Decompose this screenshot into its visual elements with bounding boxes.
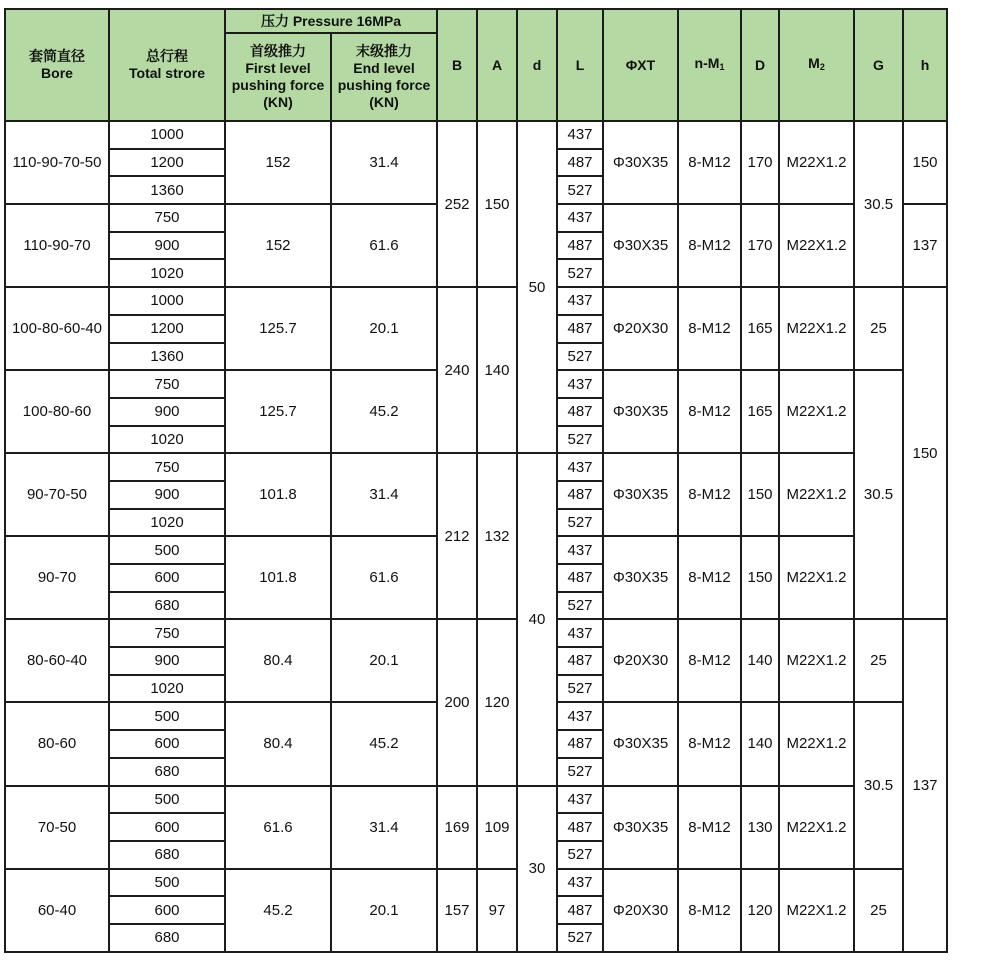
L-cell: 487 (557, 647, 603, 675)
phixt-cell: Φ20X30 (603, 869, 678, 952)
A-cell: 140 (477, 287, 517, 453)
table-row (5, 786, 947, 814)
table-row (5, 619, 947, 647)
header-end-unit: (KN) (369, 94, 399, 110)
header-bore-en: Bore (41, 65, 73, 81)
phixt-cell: Φ30X35 (603, 204, 678, 287)
D-cell: 165 (741, 287, 779, 370)
stroke-cell: 900 (109, 481, 225, 509)
nm-cell: 8-M12 (678, 702, 741, 785)
stroke-cell: 1200 (109, 149, 225, 177)
cylinder-spec-table (4, 8, 948, 953)
L-cell: 527 (557, 259, 603, 287)
end-force-cell: 61.6 (331, 536, 437, 619)
header-end-force (331, 33, 437, 121)
h-cell: 150 (903, 287, 947, 619)
header-first-en1: First level (245, 60, 311, 76)
stroke-cell: 1200 (109, 315, 225, 343)
phixt-cell: Φ30X35 (603, 121, 678, 204)
end-force-cell: 20.1 (331, 287, 437, 370)
table-body (5, 121, 947, 952)
end-force-cell: 31.4 (331, 121, 437, 204)
header-B: B (437, 9, 477, 121)
L-cell: 487 (557, 398, 603, 426)
B-cell: 252 (437, 121, 477, 287)
D-cell: 165 (741, 370, 779, 453)
header-m2 (779, 9, 854, 121)
h-cell: 137 (903, 619, 947, 951)
nm-cell: 8-M12 (678, 453, 741, 536)
header-bore (5, 9, 109, 121)
nm-cell: 8-M12 (678, 121, 741, 204)
L-cell: 527 (557, 176, 603, 204)
stroke-cell: 1000 (109, 287, 225, 315)
L-cell: 487 (557, 315, 603, 343)
G-cell: 25 (854, 287, 903, 370)
bore-cell: 80-60-40 (5, 619, 109, 702)
spec-table-container (4, 8, 948, 953)
D-cell: 130 (741, 786, 779, 869)
phixt-cell: Φ20X30 (603, 287, 678, 370)
first-force-cell: 152 (225, 204, 331, 287)
L-cell: 437 (557, 121, 603, 149)
D-cell: 150 (741, 453, 779, 536)
stroke-cell: 750 (109, 370, 225, 398)
stroke-cell: 1020 (109, 426, 225, 454)
table-row (5, 287, 947, 315)
L-cell: 487 (557, 896, 603, 924)
stroke-cell: 500 (109, 536, 225, 564)
m2-cell: M22X1.2 (779, 370, 854, 453)
m2-cell: M22X1.2 (779, 536, 854, 619)
L-cell: 437 (557, 702, 603, 730)
first-force-cell: 125.7 (225, 370, 331, 453)
first-force-cell: 125.7 (225, 287, 331, 370)
L-cell: 437 (557, 619, 603, 647)
m2-cell: M22X1.2 (779, 287, 854, 370)
end-force-cell: 61.6 (331, 204, 437, 287)
phixt-cell: Φ30X35 (603, 786, 678, 869)
nm-cell: 8-M12 (678, 869, 741, 952)
stroke-cell: 750 (109, 453, 225, 481)
table-row (5, 453, 947, 481)
G-cell: 30.5 (854, 121, 903, 287)
B-cell: 169 (437, 786, 477, 869)
m2-cell: M22X1.2 (779, 121, 854, 204)
bore-cell: 110-90-70-50 (5, 121, 109, 204)
header-stroke (109, 9, 225, 121)
header-h: h (903, 9, 947, 121)
D-cell: 140 (741, 702, 779, 785)
stroke-cell: 600 (109, 564, 225, 592)
L-cell: 487 (557, 564, 603, 592)
bore-cell: 90-70 (5, 536, 109, 619)
phixt-cell: Φ30X35 (603, 370, 678, 453)
header-stroke-cn: 总行程 (146, 48, 188, 64)
L-cell: 437 (557, 370, 603, 398)
stroke-cell: 900 (109, 232, 225, 260)
stroke-cell: 750 (109, 204, 225, 232)
L-cell: 527 (557, 343, 603, 371)
stroke-cell: 1020 (109, 509, 225, 537)
header-d: d (517, 9, 557, 121)
header-end-en1: End level (353, 60, 415, 76)
d-cell: 40 (517, 453, 557, 785)
B-cell: 212 (437, 453, 477, 619)
header-phixt: ΦXT (603, 9, 678, 121)
L-cell: 437 (557, 453, 603, 481)
header-nm-sub: 1 (719, 61, 725, 72)
bore-cell: 110-90-70 (5, 204, 109, 287)
A-cell: 120 (477, 619, 517, 785)
G-cell: 30.5 (854, 702, 903, 868)
L-cell: 527 (557, 426, 603, 454)
D-cell: 170 (741, 204, 779, 287)
header-stroke-en: Total strore (129, 65, 205, 81)
stroke-cell: 600 (109, 730, 225, 758)
L-cell: 437 (557, 287, 603, 315)
header-end-en2: pushing force (337, 77, 431, 93)
stroke-cell: 500 (109, 869, 225, 897)
table-header (5, 9, 947, 121)
bore-cell: 100-80-60 (5, 370, 109, 453)
L-cell: 487 (557, 730, 603, 758)
L-cell: 527 (557, 758, 603, 786)
D-cell: 150 (741, 536, 779, 619)
A-cell: 109 (477, 786, 517, 869)
bore-cell: 60-40 (5, 869, 109, 952)
stroke-cell: 900 (109, 647, 225, 675)
stroke-cell: 680 (109, 592, 225, 620)
first-force-cell: 45.2 (225, 869, 331, 952)
stroke-cell: 1000 (109, 121, 225, 149)
m2-cell: M22X1.2 (779, 786, 854, 869)
header-m2-sub: 2 (819, 61, 825, 72)
stroke-cell: 680 (109, 924, 225, 952)
h-cell: 137 (903, 204, 947, 287)
end-force-cell: 45.2 (331, 370, 437, 453)
header-D: D (741, 9, 779, 121)
header-first-unit: (KN) (263, 94, 293, 110)
B-cell: 157 (437, 869, 477, 952)
first-force-cell: 101.8 (225, 453, 331, 536)
first-force-cell: 152 (225, 121, 331, 204)
header-first-force (225, 33, 331, 121)
D-cell: 170 (741, 121, 779, 204)
header-first-cn: 首级推力 (250, 43, 306, 59)
L-cell: 487 (557, 149, 603, 177)
B-cell: 240 (437, 287, 477, 453)
header-first-en2: pushing force (231, 77, 325, 93)
L-cell: 437 (557, 204, 603, 232)
header-m2-base: M (808, 54, 820, 71)
first-force-cell: 101.8 (225, 536, 331, 619)
L-cell: 527 (557, 841, 603, 869)
bore-cell: 80-60 (5, 702, 109, 785)
L-cell: 487 (557, 813, 603, 841)
nm-cell: 8-M12 (678, 619, 741, 702)
nm-cell: 8-M12 (678, 786, 741, 869)
header-nm (678, 9, 741, 121)
G-cell: 30.5 (854, 370, 903, 619)
A-cell: 97 (477, 869, 517, 952)
header-end-cn: 末级推力 (356, 43, 412, 59)
header-bore-cn: 套筒直径 (29, 48, 85, 64)
bore-cell: 100-80-60-40 (5, 287, 109, 370)
nm-cell: 8-M12 (678, 536, 741, 619)
stroke-cell: 750 (109, 619, 225, 647)
stroke-cell: 680 (109, 758, 225, 786)
L-cell: 487 (557, 481, 603, 509)
end-force-cell: 20.1 (331, 869, 437, 952)
bore-cell: 90-70-50 (5, 453, 109, 536)
phixt-cell: Φ30X35 (603, 702, 678, 785)
L-cell: 527 (557, 924, 603, 952)
first-force-cell: 80.4 (225, 619, 331, 702)
L-cell: 437 (557, 536, 603, 564)
phixt-cell: Φ30X35 (603, 536, 678, 619)
D-cell: 140 (741, 619, 779, 702)
end-force-cell: 45.2 (331, 702, 437, 785)
nm-cell: 8-M12 (678, 204, 741, 287)
m2-cell: M22X1.2 (779, 453, 854, 536)
end-force-cell: 31.4 (331, 786, 437, 869)
h-cell: 150 (903, 121, 947, 204)
L-cell: 527 (557, 592, 603, 620)
stroke-cell: 900 (109, 398, 225, 426)
G-cell: 25 (854, 619, 903, 702)
d-cell: 30 (517, 786, 557, 952)
A-cell: 150 (477, 121, 517, 287)
first-force-cell: 80.4 (225, 702, 331, 785)
G-cell: 25 (854, 869, 903, 952)
A-cell: 132 (477, 453, 517, 619)
B-cell: 200 (437, 619, 477, 785)
header-pressure-label: 压力 Pressure 16MPa (260, 12, 402, 29)
stroke-cell: 600 (109, 896, 225, 924)
stroke-cell: 1360 (109, 176, 225, 204)
m2-cell: M22X1.2 (779, 702, 854, 785)
header-pressure (225, 9, 437, 33)
header-G: G (854, 9, 903, 121)
stroke-cell: 600 (109, 813, 225, 841)
stroke-cell: 680 (109, 841, 225, 869)
first-force-cell: 61.6 (225, 786, 331, 869)
stroke-cell: 1020 (109, 259, 225, 287)
L-cell: 437 (557, 869, 603, 897)
table-row (5, 869, 947, 897)
nm-cell: 8-M12 (678, 287, 741, 370)
L-cell: 527 (557, 675, 603, 703)
table-row (5, 121, 947, 149)
m2-cell: M22X1.2 (779, 869, 854, 952)
bore-cell: 70-50 (5, 786, 109, 869)
header-L: L (557, 9, 603, 121)
d-cell: 50 (517, 121, 557, 453)
phixt-cell: Φ30X35 (603, 453, 678, 536)
m2-cell: M22X1.2 (779, 204, 854, 287)
stroke-cell: 500 (109, 786, 225, 814)
L-cell: 487 (557, 232, 603, 260)
phixt-cell: Φ20X30 (603, 619, 678, 702)
m2-cell: M22X1.2 (779, 619, 854, 702)
stroke-cell: 500 (109, 702, 225, 730)
stroke-cell: 1360 (109, 343, 225, 371)
nm-cell: 8-M12 (678, 370, 741, 453)
end-force-cell: 20.1 (331, 619, 437, 702)
header-nm-base: n-M (694, 54, 720, 71)
L-cell: 527 (557, 509, 603, 537)
stroke-cell: 1020 (109, 675, 225, 703)
L-cell: 437 (557, 786, 603, 814)
D-cell: 120 (741, 869, 779, 952)
header-A: A (477, 9, 517, 121)
end-force-cell: 31.4 (331, 453, 437, 536)
